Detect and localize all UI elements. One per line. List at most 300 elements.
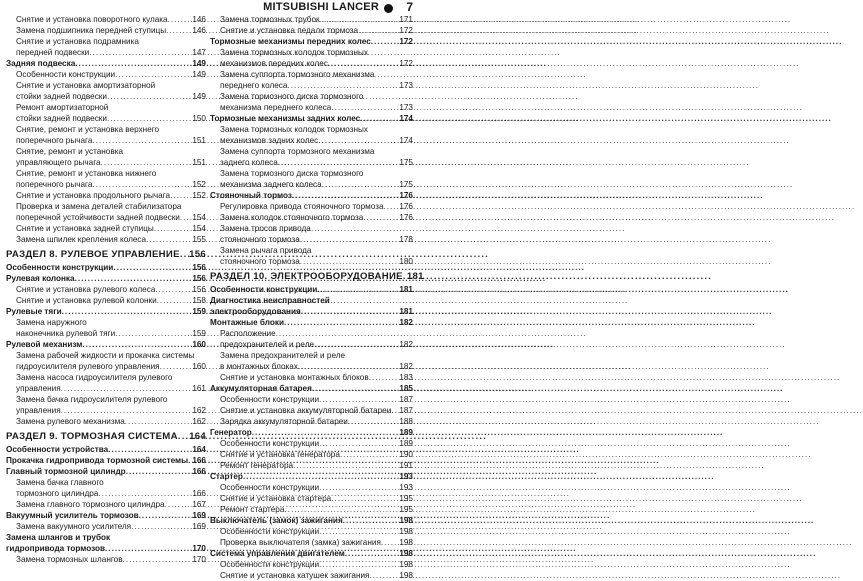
toc-entry-title: Вакуумный усилитель тормозов <box>6 511 139 520</box>
toc-entry-line: Замена тормозного диска тормозного <box>220 92 364 101</box>
toc-page-number: 159 <box>192 307 206 316</box>
toc-entry[interactable] <box>6 510 206 521</box>
toc-entry-line: Замена бачка главного <box>16 478 104 487</box>
toc-dot-leader <box>331 493 399 504</box>
toc-entry-title: в монтажных блоках <box>220 362 298 371</box>
toc-page-number: 198 <box>399 527 413 536</box>
toc-dot-leader <box>160 361 193 372</box>
toc-page-number: 169 <box>192 522 206 531</box>
toc-entry[interactable] <box>6 284 206 295</box>
toc-entry-title: механизмов передних колес <box>220 59 328 68</box>
toc-dot-leader <box>170 190 192 201</box>
toc-entry-title: механизмов задних колес <box>220 136 319 145</box>
toc-dot-leader <box>105 543 192 554</box>
toc-entry[interactable] <box>210 317 413 328</box>
toc-dot-leader <box>101 157 193 168</box>
toc-entry-title: Задняя подвеска <box>6 59 76 68</box>
toc-dot-leader <box>115 328 192 339</box>
toc-entry-title: Ремонт генератора <box>220 461 294 470</box>
bullet-dot-icon <box>384 4 393 13</box>
toc-entry[interactable] <box>6 25 206 36</box>
toc-dot-leader <box>328 58 399 69</box>
toc-page-number: 182 <box>399 340 413 349</box>
toc-page-number: 198 <box>399 516 413 525</box>
toc-dot-leader <box>360 113 399 124</box>
toc-entry[interactable] <box>210 372 413 383</box>
toc-page-number: 176 <box>399 213 413 222</box>
toc-entry-title: стояночного тормоза <box>220 235 300 244</box>
toc-entry-title: Снятие и установка рулевого колеса <box>16 285 156 294</box>
toc-dot-leader <box>180 212 192 223</box>
toc-page-number: 181 <box>399 307 413 316</box>
toc-page-number: 154 <box>192 224 206 233</box>
toc-entry[interactable] <box>210 515 413 526</box>
toc-page-number: 183 <box>399 373 413 382</box>
toc-entry[interactable] <box>6 58 206 69</box>
toc-page-number: 146 <box>192 26 206 35</box>
toc-page-number: 166 <box>192 489 206 498</box>
toc-entry[interactable] <box>6 361 206 372</box>
toc-entry[interactable] <box>6 455 206 466</box>
toc-page-number: 156 <box>192 263 206 272</box>
toc-page-number: 159 <box>192 329 206 338</box>
toc-entry-title: Тормозные механизмы задних колес <box>210 114 361 123</box>
toc-entry[interactable] <box>210 405 413 416</box>
toc-entry-title: Особенности конструкции <box>220 439 320 448</box>
toc-entry-title: Особенности конструкции <box>220 395 320 404</box>
toc-page-number: 185 <box>399 384 413 393</box>
toc-entry-line: Замена шлангов и трубок <box>6 533 111 542</box>
toc-dot-leader <box>322 179 400 190</box>
toc-dot-leader <box>345 548 400 559</box>
toc-entry[interactable] <box>6 416 206 427</box>
toc-entry-line: Ремонт амортизаторной <box>16 103 109 112</box>
toc-page-number: 181 <box>399 285 413 294</box>
toc-entry-title: Особенности конструкции <box>220 527 320 536</box>
toc-entry[interactable] <box>6 190 206 201</box>
toc-entry[interactable] <box>210 306 413 317</box>
toc-page-number: 187 <box>399 406 413 415</box>
toc-dot-leader <box>178 430 189 444</box>
toc-section-heading[interactable] <box>210 270 424 284</box>
toc-entry-title: Система управления двигателем <box>210 549 345 558</box>
toc-entry-line: Снятие и установка амортизаторной <box>16 81 156 90</box>
running-header-title: MITSUBISHI LANCER <box>263 1 379 13</box>
toc-page-number: 170 <box>192 555 206 564</box>
toc-entry[interactable] <box>210 58 413 69</box>
toc-page-number: 198 <box>399 538 413 547</box>
toc-entry[interactable] <box>210 256 413 267</box>
toc-entry-line: Замена рабочей жидкости и прокачка системы <box>16 351 195 360</box>
toc-dot-leader <box>108 444 192 455</box>
toc-dot-leader <box>123 554 193 565</box>
toc-dot-leader <box>284 317 399 328</box>
toc-section-title: РАЗДЕЛ 9. ТОРМОЗНАЯ СИСТЕМА <box>6 431 178 442</box>
toc-dot-leader <box>312 383 399 394</box>
toc-entry[interactable] <box>210 361 413 372</box>
toc-page-number: 172 <box>399 59 413 68</box>
toc-entry-line: Диагностика неисправностей <box>210 296 330 305</box>
toc-dot-leader <box>157 295 193 306</box>
toc-entry[interactable] <box>210 537 413 548</box>
toc-page-number: 162 <box>192 417 206 426</box>
toc-page-number: 173 <box>399 103 413 112</box>
toc-dot-leader <box>369 372 400 383</box>
toc-entry[interactable] <box>210 102 413 113</box>
toc-entry[interactable] <box>6 328 206 339</box>
toc-entry-title: Снятие и установка стартера <box>220 494 332 503</box>
toc-entry[interactable] <box>6 554 206 565</box>
toc-entry-title: Зарядка аккумуляторной батареи <box>220 417 348 426</box>
toc-entry-line: Расположение <box>220 329 276 338</box>
toc-dot-leader <box>320 14 400 25</box>
toc-dot-leader <box>300 256 400 267</box>
toc-entry-title: Замена вакуумного усилителя <box>16 522 132 531</box>
toc-entry[interactable] <box>210 460 413 471</box>
toc-entry-title: Снятие и установка рулевой колонки <box>16 296 157 305</box>
toc-dot-leader <box>107 113 192 124</box>
toc-entry-title: Тормозные механизмы передних колес <box>210 37 371 46</box>
toc-entry-title: Замена рулевого механизма <box>16 417 125 426</box>
toc-entry-line: Замена насоса гидроусилителя рулевого <box>16 373 173 382</box>
toc-dot-leader <box>154 223 193 234</box>
toc-entry-line: Снятие, ремонт и установка верхнего <box>16 125 160 134</box>
toc-dot-leader <box>384 201 400 212</box>
toc-entry-title: механизма заднего колеса <box>220 180 322 189</box>
toc-section-title: РАЗДЕЛ 8. РУЛЕВОЕ УПРАВЛЕНИЕ <box>6 249 180 260</box>
toc-page-number: 189 <box>399 428 413 437</box>
toc-entry[interactable] <box>6 179 206 190</box>
toc-page-number: 158 <box>192 296 206 305</box>
toc-page-number: 176 <box>399 202 413 211</box>
toc-page-number: 172 <box>399 26 413 35</box>
toc-entry[interactable] <box>210 201 413 212</box>
toc-entry[interactable] <box>6 223 206 234</box>
toc-dot-leader <box>298 361 399 372</box>
toc-entry-line: Снятие, ремонт и установка <box>16 147 124 156</box>
toc-dot-leader <box>98 488 192 499</box>
toc-entry[interactable] <box>6 69 206 80</box>
toc-entry[interactable] <box>6 521 206 532</box>
toc-entry-line: Замена тормозного диска тормозного <box>220 169 364 178</box>
toc-dot-leader <box>75 273 193 284</box>
toc-entry-title: Замена колодок стояночного тормоза <box>220 213 364 222</box>
toc-entry-line: Замена тросов привода <box>220 224 311 233</box>
toc-entry-title: поперечного рычага <box>16 180 93 189</box>
toc-entry-title: Рулевые тяги <box>6 307 62 316</box>
toc-dot-leader <box>89 47 192 58</box>
toc-entry[interactable] <box>210 416 413 427</box>
toc-page-number: 189 <box>399 439 413 448</box>
toc-entry[interactable] <box>6 212 206 223</box>
toc-entry-title: Особенности конструкции <box>220 560 320 569</box>
toc-entry-title: Аккумуляторная батарея <box>210 384 312 393</box>
toc-entry[interactable] <box>6 383 206 394</box>
toc-entry-line: Замена бачка гидроусилителя рулевого <box>16 395 168 404</box>
toc-entry-title: гидроусилителя рулевого управления <box>16 362 160 371</box>
toc-entry-title: Выключатель (замок) зажигания <box>210 516 343 525</box>
toc-entry-title: Замена тормозных трубок <box>220 15 320 24</box>
toc-entry-line: Замена тормозных колодок тормозных <box>220 48 369 57</box>
toc-entry[interactable] <box>210 427 413 438</box>
toc-entry[interactable] <box>210 570 413 581</box>
toc-page-number: 149 <box>192 70 206 79</box>
toc-entry-title: наконечника рулевой тяги <box>16 329 116 338</box>
toc-entry[interactable] <box>210 504 413 515</box>
toc-entry-title: Снятие и установка поворотного кулака <box>16 15 168 24</box>
toc-page-number: 147 <box>192 48 206 57</box>
toc-entry-title: Главный тормозной цилиндр <box>6 467 126 476</box>
toc-entry-title: стояночного тормоза <box>220 257 300 266</box>
toc-page-number: 156 <box>192 274 206 283</box>
toc-entry-line: Снятие и установка подрамника <box>16 37 139 46</box>
toc-entry-title: Особенности конструкции <box>16 70 116 79</box>
toc-entry[interactable] <box>6 405 206 416</box>
toc-entry[interactable] <box>210 438 413 449</box>
toc-page-number: 187 <box>399 395 413 404</box>
toc-entry[interactable] <box>210 394 413 405</box>
toc-entry[interactable] <box>210 212 413 223</box>
toc-entry-line: Проверка и замена деталей стабилизатора <box>16 202 182 211</box>
toc-page-number: 188 <box>399 417 413 426</box>
toc-page-number: 166 <box>192 456 206 465</box>
toc-dot-leader <box>278 157 400 168</box>
toc-page-number: 198 <box>399 549 413 558</box>
toc-entry[interactable] <box>210 36 413 47</box>
toc-entry-title: Рулевая колонка <box>6 274 75 283</box>
toc-entry[interactable] <box>210 449 413 460</box>
toc-page-number: 164 <box>192 445 206 454</box>
toc-dot-leader <box>319 559 399 570</box>
toc-entry-line: Замена рычага привода <box>220 246 312 255</box>
toc-dot-leader <box>243 471 399 482</box>
toc-entry[interactable] <box>6 91 206 102</box>
toc-entry[interactable] <box>6 273 206 284</box>
toc-entry-title: электрооборудования <box>210 307 301 316</box>
toc-entry[interactable] <box>6 157 206 168</box>
toc-entry[interactable] <box>210 559 413 570</box>
toc-page-number: 198 <box>399 571 413 580</box>
toc-dot-leader <box>331 102 399 113</box>
toc-dot-leader <box>146 234 192 245</box>
toc-page-number: 191 <box>399 461 413 470</box>
toc-entry-title: Замена подшипника передней ступицы <box>16 26 167 35</box>
toc-dot-leader <box>92 179 192 190</box>
toc-entry-title: управляющего рычага <box>16 158 101 167</box>
toc-entry-title: поперечной устойчивости задней подвески <box>16 213 180 222</box>
toc-entry-title: Прокачка гидропривода тормозной системы <box>6 456 189 465</box>
toc-entry-title: Генератор <box>210 428 252 437</box>
toc-entry[interactable] <box>6 135 206 146</box>
toc-dot-leader <box>293 460 399 471</box>
toc-entry-title: Снятие и установка монтажных блоков <box>220 373 369 382</box>
toc-page-number: 172 <box>399 37 413 46</box>
toc-page-number: 160 <box>192 362 206 371</box>
toc-dot-leader <box>126 466 193 477</box>
toc-page-number: 149 <box>192 92 206 101</box>
toc-page-number: 181 <box>406 271 424 282</box>
toc-entry-title: заднего колеса <box>220 158 278 167</box>
toc-dot-leader <box>113 262 192 273</box>
toc-entry-title: Снятие и установка катушек зажигания <box>220 571 370 580</box>
toc-page-number: 167 <box>192 500 206 509</box>
toc-dot-leader <box>165 499 193 510</box>
toc-entry[interactable] <box>210 80 413 91</box>
toc-entry[interactable] <box>210 383 413 394</box>
toc-page-number: 164 <box>189 431 206 442</box>
toc-dot-leader <box>363 212 399 223</box>
toc-entry[interactable] <box>6 306 206 317</box>
toc-entry[interactable] <box>210 234 413 245</box>
toc-page-number: 152 <box>192 191 206 200</box>
toc-section-heading[interactable] <box>6 430 206 444</box>
toc-page-number: 154 <box>192 213 206 222</box>
toc-dot-leader <box>301 306 400 317</box>
toc-entry-title: Снятие и установка продольного рычага <box>16 191 171 200</box>
toc-entry[interactable] <box>6 14 206 25</box>
toc-dot-leader <box>125 416 193 427</box>
toc-dot-leader <box>61 405 193 416</box>
toc-dot-leader <box>343 515 400 526</box>
toc-page-number: 180 <box>399 257 413 266</box>
toc-entry-title: Особенности конструкции <box>210 285 318 294</box>
toc-dot-leader <box>180 248 189 262</box>
toc-entry[interactable] <box>210 526 413 537</box>
toc-dot-leader <box>319 394 399 405</box>
toc-entry-title: Замена шпилек крепления колеса <box>16 235 147 244</box>
toc-dot-leader <box>284 504 399 515</box>
toc-entry[interactable] <box>210 25 413 36</box>
toc-entry-title: Монтажные блоки <box>210 318 284 327</box>
toc-page-number: 195 <box>399 494 413 503</box>
toc-dot-leader <box>370 570 400 581</box>
toc-entry[interactable] <box>6 262 206 273</box>
toc-entry-title: Особенности устройства <box>6 445 109 454</box>
toc-entry[interactable] <box>6 499 206 510</box>
toc-dot-leader <box>348 416 399 427</box>
toc-entry-title: предохранителей и реле <box>220 340 315 349</box>
toc-entry-title: тормозного цилиндра <box>16 489 99 498</box>
toc-dot-leader <box>340 449 399 460</box>
toc-dot-leader <box>319 526 399 537</box>
toc-dot-leader <box>287 80 399 91</box>
toc-entry[interactable] <box>210 14 413 25</box>
toc-dot-leader <box>62 306 193 317</box>
toc-entry[interactable] <box>6 47 206 58</box>
toc-dot-leader <box>319 482 399 493</box>
toc-entry[interactable] <box>6 543 206 554</box>
toc-entry[interactable] <box>210 157 413 168</box>
toc-entry[interactable] <box>6 444 206 455</box>
toc-entry[interactable] <box>210 179 413 190</box>
toc-entry[interactable] <box>6 113 206 124</box>
toc-page-number: 198 <box>399 560 413 569</box>
toc-entry-title: механизма переднего колеса <box>220 103 332 112</box>
toc-page-number: 149 <box>192 59 206 68</box>
toc-page-number: 174 <box>399 114 413 123</box>
toc-entry-title: управления <box>16 406 61 415</box>
toc-section-heading[interactable] <box>6 248 206 262</box>
toc-dot-leader <box>139 510 193 521</box>
toc-entry[interactable] <box>210 339 413 350</box>
toc-entry-title: Замена тормозных шлангов <box>16 555 123 564</box>
toc-left-column <box>6 14 206 565</box>
toc-dot-leader <box>381 537 399 548</box>
toc-page-number: 175 <box>399 180 413 189</box>
toc-entry-title: поперечного рычага <box>16 136 93 145</box>
toc-entry-title: Снятие и установка генератора <box>220 450 340 459</box>
toc-dot-leader <box>92 135 192 146</box>
toc-page-number: 174 <box>399 136 413 145</box>
toc-entry[interactable] <box>6 466 206 477</box>
toc-entry[interactable] <box>210 548 413 559</box>
toc-entry-title: Снятие и установка задней ступицы <box>16 224 154 233</box>
toc-entry-title: Снятие и установка аккумуляторной батареи <box>220 406 392 415</box>
toc-entry[interactable] <box>6 488 206 499</box>
toc-entry-title: Особенности конструкции <box>220 483 320 492</box>
toc-dot-leader <box>358 25 399 36</box>
toc-page-number: 156 <box>189 249 206 260</box>
toc-entry-title: стойки задней подвески <box>16 114 107 123</box>
toc-dot-leader <box>115 69 192 80</box>
toc-page-number: 178 <box>399 235 413 244</box>
toc-page-number: 193 <box>399 472 413 481</box>
toc-entry-title: гидропривода тормозов <box>6 544 106 553</box>
toc-page-number: 146 <box>192 15 206 24</box>
toc-entry[interactable] <box>210 493 413 504</box>
toc-entry-title: Проверка выключателя (замка) зажигания <box>220 538 381 547</box>
toc-entry[interactable] <box>210 190 413 201</box>
toc-dot-leader <box>314 339 399 350</box>
toc-page-number: 171 <box>399 15 413 24</box>
toc-section-title: РАЗДЕЛ 10. ЭЛЕКТРООБОРУДОВАНИЕ <box>210 271 403 282</box>
toc-entry-title: Регулировка привода стояночного тормоза <box>220 202 384 211</box>
toc-entry-title: переднего колеса <box>220 81 288 90</box>
toc-dot-leader <box>107 91 192 102</box>
page-number: 7 <box>406 0 413 14</box>
toc-dot-leader <box>391 405 399 416</box>
toc-entry-title: передней подвески <box>16 48 90 57</box>
toc-entry[interactable] <box>210 135 413 146</box>
toc-entry-line: Замена суппорта тормозного механизма <box>220 147 375 156</box>
toc-entry-title: Стартер <box>210 472 243 481</box>
toc-entry-title: управления <box>16 384 61 393</box>
toc-page-number: 170 <box>192 544 206 553</box>
toc-entry-line: Замена суппорта тормозного механизма <box>220 70 375 79</box>
toc-page-number: 193 <box>399 483 413 492</box>
toc-entry[interactable] <box>210 482 413 493</box>
toc-dot-leader <box>371 36 400 47</box>
toc-entry[interactable] <box>210 471 413 482</box>
toc-entry[interactable] <box>210 284 413 295</box>
toc-entry-line: Замена тормозных колодок тормозных <box>220 125 369 134</box>
toc-page-number: 150 <box>192 114 206 123</box>
toc-entry[interactable] <box>6 234 206 245</box>
toc-page-number: 182 <box>399 362 413 371</box>
toc-entry[interactable] <box>6 295 206 306</box>
toc-page-number: 176 <box>399 191 413 200</box>
toc-dot-leader <box>155 284 192 295</box>
toc-dot-leader <box>292 190 399 201</box>
toc-entry[interactable] <box>210 113 413 124</box>
toc-page-number: 161 <box>192 384 206 393</box>
toc-entry-line: Снятие, ремонт и установка нижнего <box>16 169 157 178</box>
toc-page-number: 160 <box>192 340 206 349</box>
toc-page-number: 152 <box>192 180 206 189</box>
toc-page-number: 173 <box>399 81 413 90</box>
toc-entry[interactable] <box>6 339 206 350</box>
toc-entry-title: Замена главного тормозного цилиндра <box>16 500 165 509</box>
